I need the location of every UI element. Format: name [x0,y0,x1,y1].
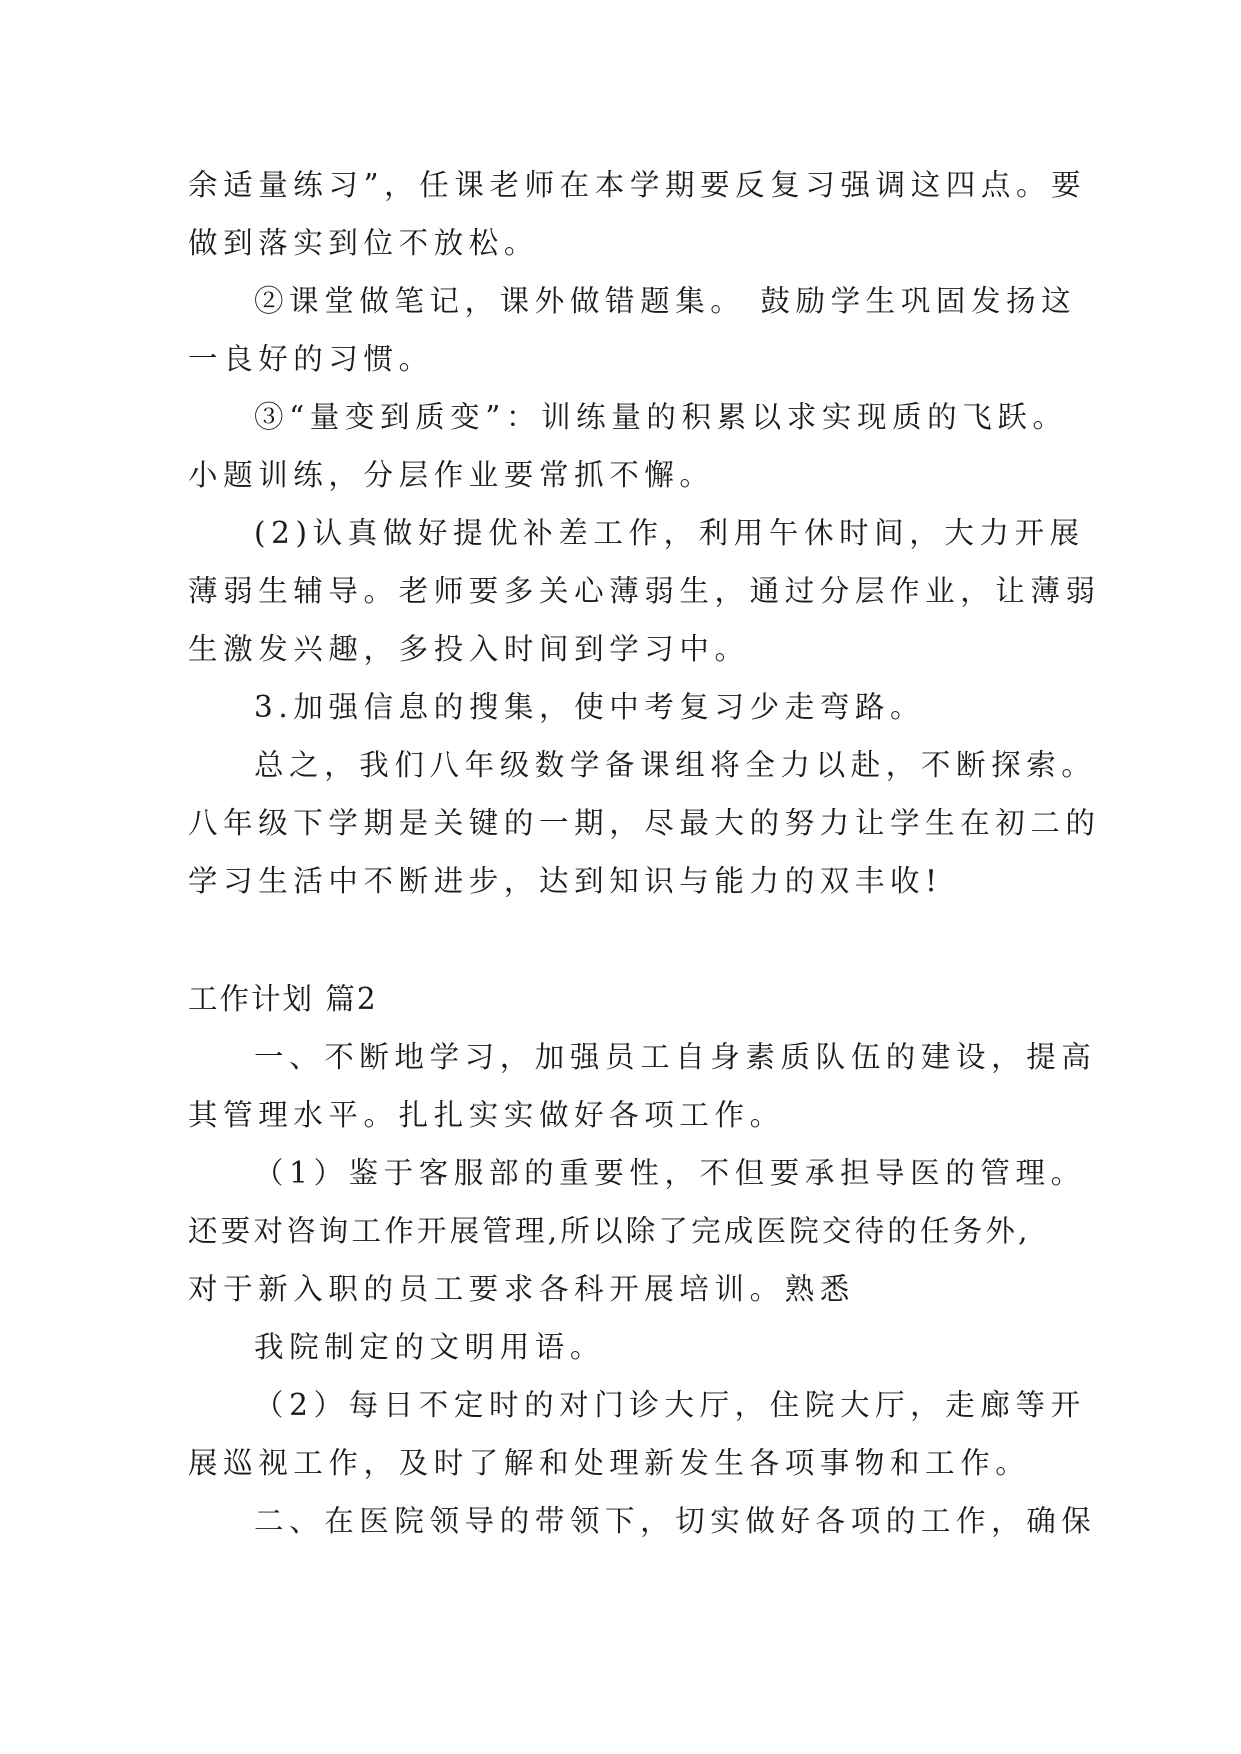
paragraph-line: 余适量练习”，任课老师在本学期要反复习强调这四点。要 [188,168,1087,202]
paragraph-line: （1）鉴于客服部的重要性，不但要承担导医的管理。 [254,1156,1086,1190]
paragraph-line: ③“量变到质变”：训练量的积累以求实现质的飞跃。 [254,400,1068,434]
paragraph-line: (2)认真做好提优补差工作，利用午休时间，大力开展 [254,516,1085,550]
paragraph-line: （2）每日不定时的对门诊大厅，住院大厅，走廊等开 [254,1388,1086,1422]
paragraph-line: 对于新入职的员工要求各科开展培训。熟悉 [188,1272,855,1306]
paragraph-line: 一、不断地学习，加强员工自身素质队伍的建设，提高 [254,1040,1097,1074]
paragraph-line: 3.加强信息的搜集，使中考复习少走弯路。 [254,690,926,724]
paragraph-line: 还要对咨询工作开展管理,所以除了完成医院交待的任务外, [188,1214,1031,1248]
paragraph-line: 二、在医院领导的带领下，切实做好各项的工作，确保 [254,1504,1097,1538]
paragraph-line: 做到落实到位不放松。 [188,226,540,260]
paragraph-line: 薄弱生辅导。老师要多关心薄弱生，通过分层作业，让薄弱 [188,574,1101,608]
paragraph-line: 其管理水平。扎扎实实做好各项工作。 [188,1098,785,1132]
paragraph-line: 生激发兴趣，多投入时间到学习中。 [188,632,750,666]
paragraph-line: 学习生活中不断进步，达到知识与能力的双丰收! [188,864,943,898]
paragraph-line: ②课堂做笔记，课外做错题集。 鼓励学生巩固发扬这 [254,284,1077,318]
paragraph-line: 八年级下学期是关键的一期，尽最大的努力让学生在初二的 [188,806,1101,840]
paragraph-line: 小题训练，分层作业要常抓不懈。 [188,458,715,492]
paragraph-line: 总之，我们八年级数学备课组将全力以赴，不断探索。 [254,748,1097,782]
section-heading: 工作计划 篇2 [188,982,378,1016]
paragraph-line: 展巡视工作，及时了解和处理新发生各项事物和工作。 [188,1446,1031,1480]
paragraph-line: 一良好的习惯。 [188,342,434,376]
paragraph-line: 我院制定的文明用语。 [254,1330,606,1364]
